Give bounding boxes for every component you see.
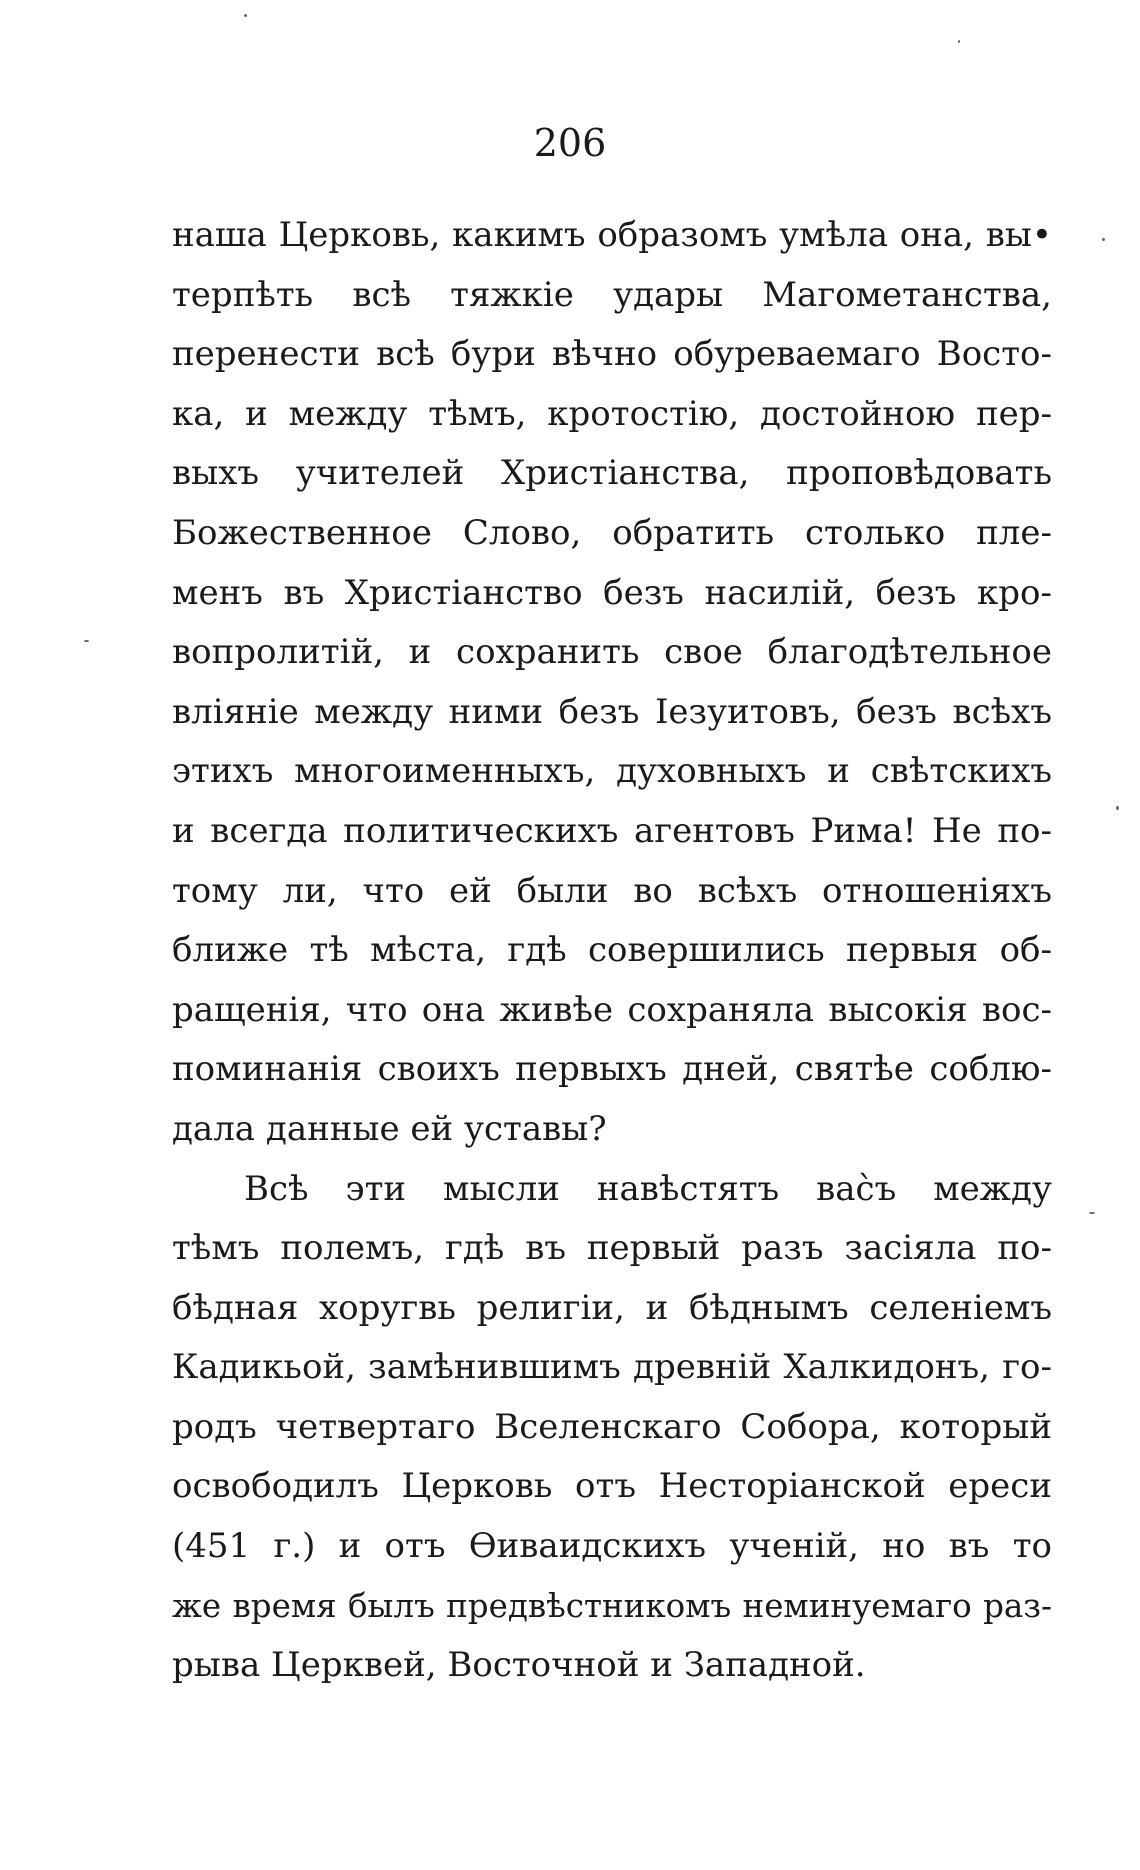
text-line: менъ въ Христіанство безъ насилій, безъ кро- <box>172 572 1052 613</box>
text-line: же время былъ предвѣстникомъ неминуемаго раз- <box>172 1586 1052 1625</box>
scan-speck <box>1089 1212 1095 1214</box>
text-line: (451 г.) и отъ Ѳиваидскихъ ученій, но въ то <box>172 1526 1052 1567</box>
page-number: 206 <box>533 121 607 165</box>
text-line: тѣмъ полемъ, гдѣ въ первый разъ засіяла по- <box>172 1228 1052 1269</box>
text-line: Божественное Слово, обратить столько пле- <box>172 512 1052 553</box>
text-line: этихъ многоименныхъ, духовныхъ и свѣтскихъ <box>172 751 1052 792</box>
scan-speck <box>84 640 89 642</box>
text-line: ка, и между тѣмъ, кротостію, достойною пер- <box>172 393 1052 434</box>
scan-speck <box>1102 238 1105 241</box>
text-line: наша Церковь, какимъ образомъ умѣла она, вы• <box>172 215 1052 255</box>
paragraph-1 <box>172 206 1052 1160</box>
body-text <box>172 206 1052 1696</box>
text-line: Всѣ эти мысли навѣстятъ вас̀ъ между <box>244 1168 1052 1209</box>
text-line: рыва Церквей, Восточной и Западной. <box>172 1645 866 1686</box>
text-line: терпѣть всѣ тяжкіе удары Магометанства, <box>172 274 1052 315</box>
scan-speck <box>1116 806 1119 810</box>
scan-speck <box>958 40 960 43</box>
text-line: Кадикьой, замѣнившимъ древній Халкидонъ, го- <box>172 1347 1052 1388</box>
text-line: и всегда политическихъ агентовъ Рима! Не по- <box>172 810 1052 851</box>
text-line: бѣдная хоругвь религіи, и бѣднымъ селеніемъ <box>172 1287 1052 1328</box>
text-line: перенести всѣ бури вѣчно обуреваемаго Восто- <box>172 334 1052 375</box>
text-line: поминанія своихъ первыхъ дней, святѣе соблю- <box>172 1049 1052 1090</box>
paragraph-2 <box>172 1160 1052 1696</box>
text-line: выхъ учителей Христіанства, проповѣдовать <box>172 453 1052 494</box>
text-line: дала данные ей уставы? <box>172 1108 607 1149</box>
text-line: освободилъ Церковь отъ Несторіанской ереси <box>172 1466 1052 1507</box>
text-line: тому ли, что ей были во всѣхъ отношеніяхъ <box>172 870 1052 911</box>
text-line: родъ четвертаго Вселенскаго Собора, который <box>172 1406 1052 1447</box>
scan-speck <box>244 14 247 17</box>
text-line: ращенія, что она живѣе сохраняла высокія вос- <box>172 989 1052 1030</box>
text-line: вліяніе между ними безъ Іезуитовъ, безъ всѣхъ <box>172 691 1052 732</box>
text-line: вопролитій, и сохранить свое благодѣтельное <box>172 632 1052 673</box>
text-line: ближе тѣ мѣста, гдѣ совершились первыя об- <box>172 930 1052 971</box>
